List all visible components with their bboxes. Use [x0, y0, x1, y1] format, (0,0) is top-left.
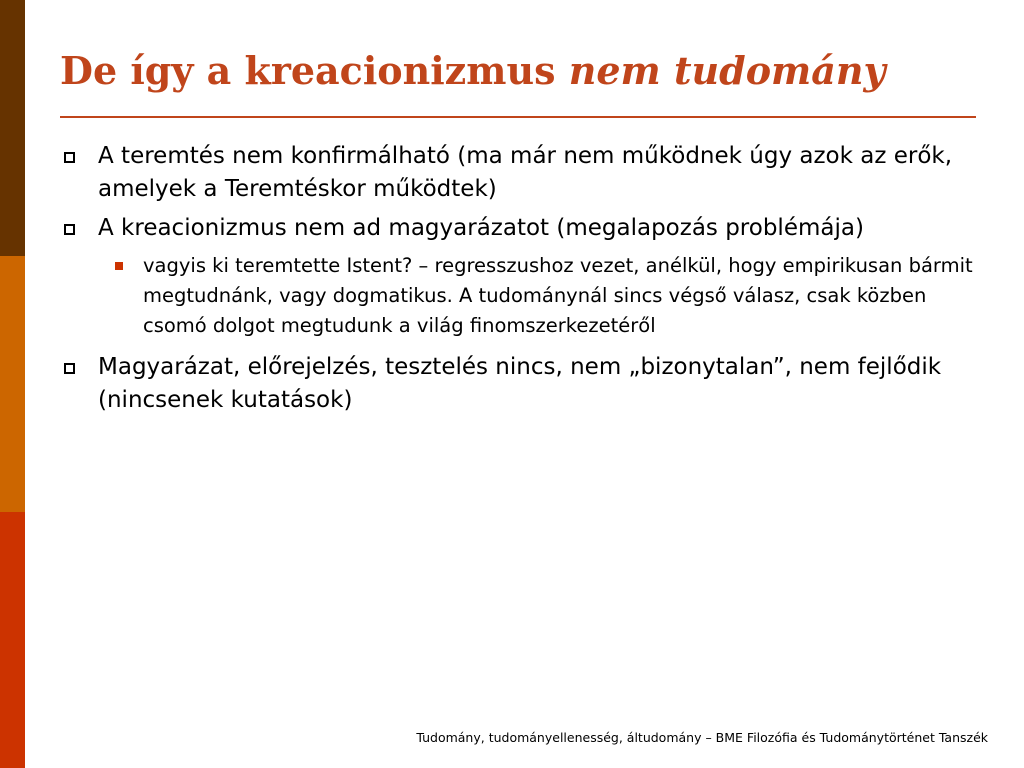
title-underline [60, 116, 976, 118]
side-bar-top [0, 0, 25, 256]
bullet-item [60, 140, 990, 206]
slide-title-plain: De így a kreacionizmus [60, 48, 569, 93]
filled-square-bullet-icon [115, 262, 123, 270]
sub-bullet-text: vagyis ki teremtette Istent? – regresszushoz vezet, anélkül, hogy empirikusan bármit megtudnánk, vagy dogmatikus. A tudománynál sincs végső válasz, csak közben csomó dolgot megtudunk a világ finomszerkezetéről [143, 254, 973, 337]
slide-footer: Tudomány, tudományellenesség, áltudomány – BME Filozófia és Tudománytörténet Tanszék [416, 730, 988, 745]
bullet-list [60, 140, 990, 423]
hollow-square-bullet-icon [64, 224, 75, 235]
slide-title-italic: nem tudomány [568, 48, 886, 93]
hollow-square-bullet-icon [64, 152, 75, 163]
side-bar-bottom [0, 512, 25, 768]
hollow-square-bullet-icon [64, 363, 75, 374]
sub-bullet-item [60, 251, 990, 341]
side-bar-middle [0, 256, 25, 512]
bullet-item [60, 212, 990, 245]
slide-title [60, 50, 886, 92]
bullet-text: Magyarázat, előrejelzés, tesztelés nincs, nem „bizonytalan”, nem fejlődik (nincsenek kutatások) [98, 354, 942, 413]
bullet-text: A teremtés nem konfirmálható (ma már nem működnek úgy azok az erők, amelyek a Teremtéskor működtek) [98, 143, 953, 202]
bullet-item [60, 351, 990, 417]
bullet-text: A kreacionizmus nem ad magyarázatot (megalapozás problémája) [98, 215, 864, 241]
